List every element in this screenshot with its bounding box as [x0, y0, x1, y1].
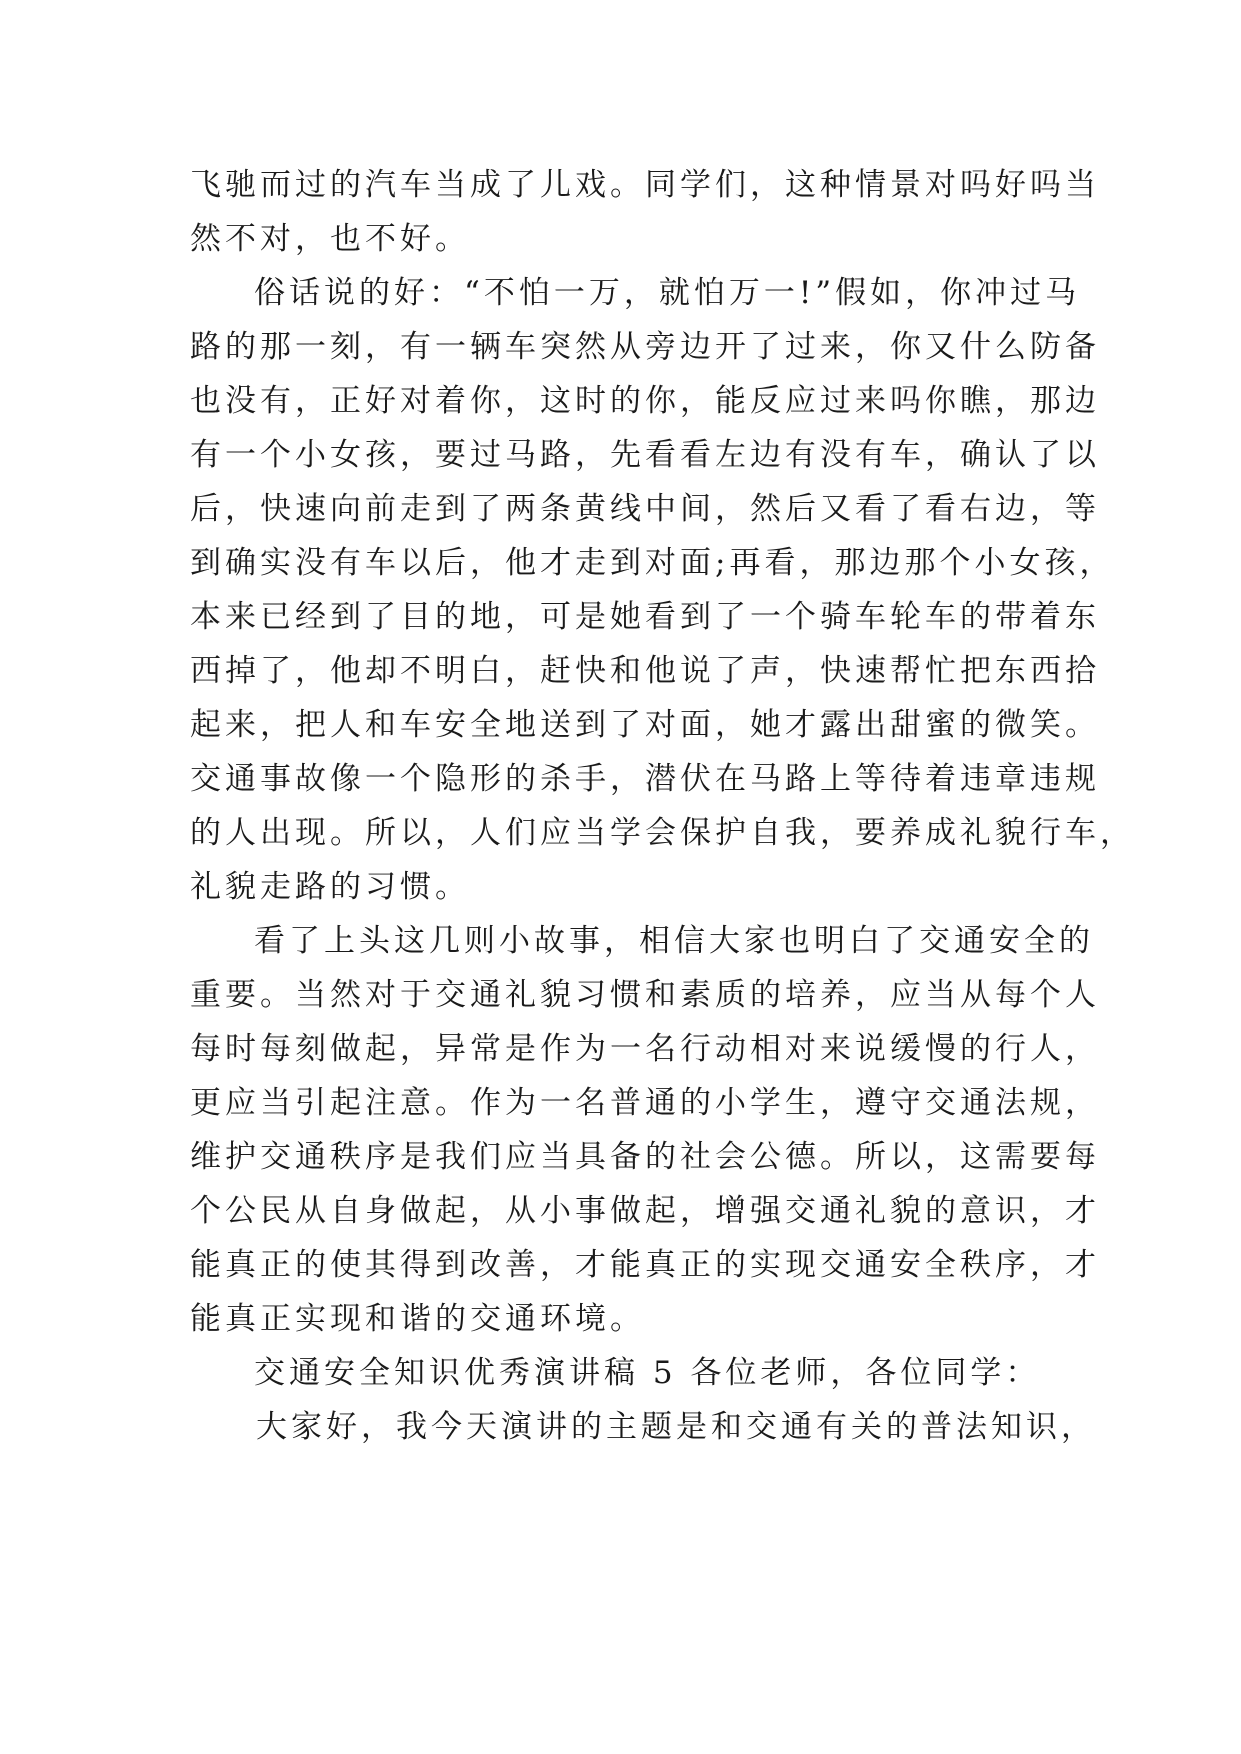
- paragraph-start-line: 大家好，我今天演讲的主题是和交通有关的普法知识，: [256, 1409, 1096, 1445]
- section-heading-line: 交通安全知识优秀演讲稿 5 各位老师，各位同学：: [254, 1355, 1041, 1391]
- text-line: 有一个小女孩，要过马路，先看看左边有没有车，确认了以: [190, 437, 1100, 473]
- paragraph-start-line: 俗话说的好：“不怕一万，就怕万一!”假如，你冲过马: [254, 275, 1081, 311]
- text-line: 西掉了，他却不明白，赶快和他说了声，快速帮忙把东西拾: [190, 653, 1100, 689]
- text-line: 路的那一刻，有一辆车突然从旁边开了过来，你又什么防备: [190, 329, 1100, 365]
- document-body: [190, 158, 1135, 1454]
- text-line: 能真正实现和谐的交通环境。: [190, 1301, 645, 1337]
- text-line: 本来已经到了目的地，可是她看到了一个骑车轮车的带着东: [190, 599, 1100, 635]
- text-line: 也没有，正好对着你，这时的你，能反应过来吗你瞧，那边: [190, 383, 1100, 419]
- text-line: 然不对，也不好。: [190, 221, 470, 257]
- text-line: 维护交通秩序是我们应当具备的社会公德。所以，这需要每: [190, 1139, 1100, 1175]
- text-line: 起来，把人和车安全地送到了对面，她才露出甜蜜的微笑。: [190, 707, 1100, 743]
- text-line: 飞驰而过的汽车当成了儿戏。同学们，这种情景对吗好吗当: [190, 167, 1100, 203]
- text-line: 每时每刻做起，异常是作为一名行动相对来说缓慢的行人，: [190, 1031, 1100, 1067]
- text-line: 到确实没有车以后，他才走到对面;再看，那边那个小女孩，: [190, 545, 1115, 581]
- text-line: 更应当引起注意。作为一名普通的小学生，遵守交通法规，: [190, 1085, 1100, 1121]
- text-line: 重要。当然对于交通礼貌习惯和素质的培养，应当从每个人: [190, 977, 1100, 1013]
- text-line: 礼貌走路的习惯。: [190, 869, 470, 905]
- text-line: 个公民从自身做起，从小事做起，增强交通礼貌的意识，才: [190, 1193, 1100, 1229]
- text-line: 交通事故像一个隐形的杀手，潜伏在马路上等待着违章违规: [190, 761, 1100, 797]
- text-line: 的人出现。所以，人们应当学会保护自我，要养成礼貌行车，: [190, 815, 1135, 851]
- text-line: 后，快速向前走到了两条黄线中间，然后又看了看右边，等: [190, 491, 1100, 527]
- text-line: 能真正的使其得到改善，才能真正的实现交通安全秩序，才: [190, 1247, 1100, 1283]
- paragraph-start-line: 看了上头这几则小故事，相信大家也明白了交通安全的: [254, 923, 1094, 959]
